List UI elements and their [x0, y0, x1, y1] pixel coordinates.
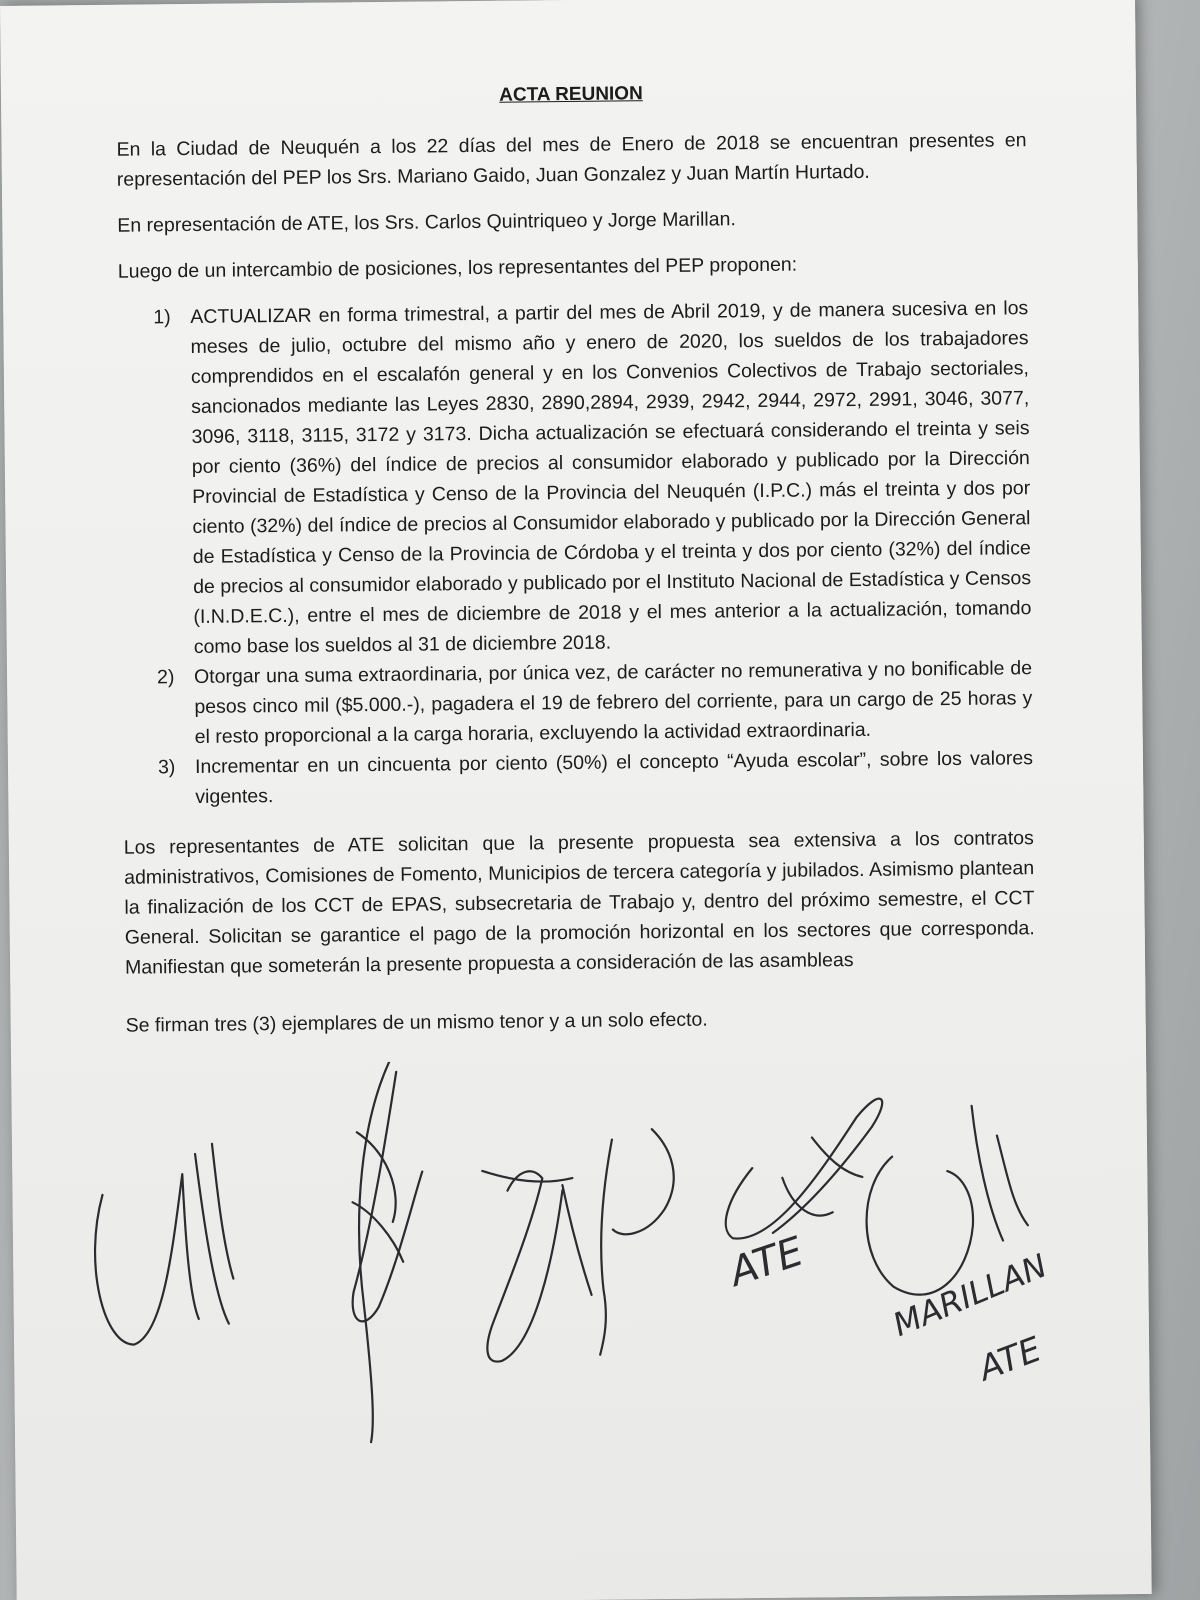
signature-annotation-ate-2: ATE: [973, 1329, 1047, 1390]
document-body: [116, 75, 1036, 1056]
signature-4: [724, 1099, 883, 1239]
list-item: [158, 743, 1034, 812]
list-item-number: 3): [157, 756, 176, 779]
list-item: [153, 293, 1032, 662]
lead-paragraph: Luego de un intercambio de posiciones, los representantes del PEP proponen:: [117, 253, 798, 283]
signature-3: [482, 1129, 676, 1362]
intro-paragraph: En la Ciudad de Neuquén a los 22 días del mes de Enero de 2018 se encuentran presentes en representación del PEP los Srs. Mariano Gaido, Juan Gonzalez y Juan Martín Hurtado.: [116, 129, 1027, 191]
ate-representatives-paragraph: En representación de ATE, los Srs. Carlos Quintriqueo y Jorge Marillan.: [117, 208, 736, 237]
list-item-number: 2): [156, 666, 175, 689]
signature-annotation-ate: ATE: [723, 1228, 809, 1296]
list-item-text: Incrementar en un cincuenta por ciento (50%) el concepto “Ayuda escolar”, sobre los valores vigentes.: [194, 747, 1034, 808]
signature-annotation-name: MARILLAN: [887, 1246, 1053, 1344]
list-item-number: 1): [153, 306, 171, 329]
signatures-area: [11, 1053, 1200, 1486]
signatures-drawing: [11, 1053, 1200, 1486]
document-title: ACTA REUNION: [499, 83, 643, 106]
list-item-text: Otorgar una suma extraordinaria, por única vez, de carácter no remunerativa y no bonificable de pesos cinco mil ($5.000.-), pagadera el 19 de febrero del corriente, para un cargo de 25 horas y el resto proporcional a la carga horaria, excluyendo la actividad extraordinaria.: [193, 657, 1033, 748]
proposal-list: [118, 293, 1033, 813]
list-item: [157, 653, 1033, 752]
signature-2: [350, 1062, 425, 1443]
list-item-text: ACTUALIZAR en forma trimestral, a partir del mes de Abril 2019, y de manera sucesiva en los meses de julio, octubre del mismo año y enero de 2020, los sueldos de los trabajadores comprendidos en el escalafón general y en los Convenios Colectivos de Trabajo sectoriales, sancionados mediante las Leyes 2830, 2890,2894, 2939, 2942, 2944, 2972, 2991, 3046, 3077, 3096, 3118, 3115, 3172 y 3173. Dicha actualización se efectuará considerando el treinta y seis por ciento (36%) del índice de precios al consumidor elaborado y publicado por la Dirección Provincial de Estadística y Censo de la Provincia del Neuquén (I.P.C.) más el treinta y dos por ciento (32%) del índice de precios al Consumidor elaborado y publicado por la Dirección General de Estadística y Censo de la Provincia de Córdoba y el treinta y dos por ciento (32%) del índice de precios al consumidor elaborado y publicado por el Instituto Nacional de Estadística y Censos (I.N.D.E.C.), entre el mes de diciembre de 2018 y el mes anterior a la actualización, tomando como base los sueldos al 31 de diciembre 2018.: [190, 297, 1032, 658]
signature-1: [94, 1144, 234, 1345]
ate-request-paragraph: Los representantes de ATE solicitan que la presente propuesta sea extensiva a los contratos administrativos, Comisiones de Fomento, Municipios de tercera categoría y jubilados. Asimismo plantean la finalización de los CCT de EPAS, subsecretaria de Trabajo y, dentro del próximo semestre, el CCT General. Solicitan se garantice el pago de la promoción horizontal en los sectores que corresponda. Manifiestan que someterán la presente propuesta a consideración de las asambleas: [123, 827, 1035, 979]
closing-paragraph: Se firman tres (3) ejemplares de un mismo tenor y a un solo efecto.: [125, 1008, 708, 1037]
